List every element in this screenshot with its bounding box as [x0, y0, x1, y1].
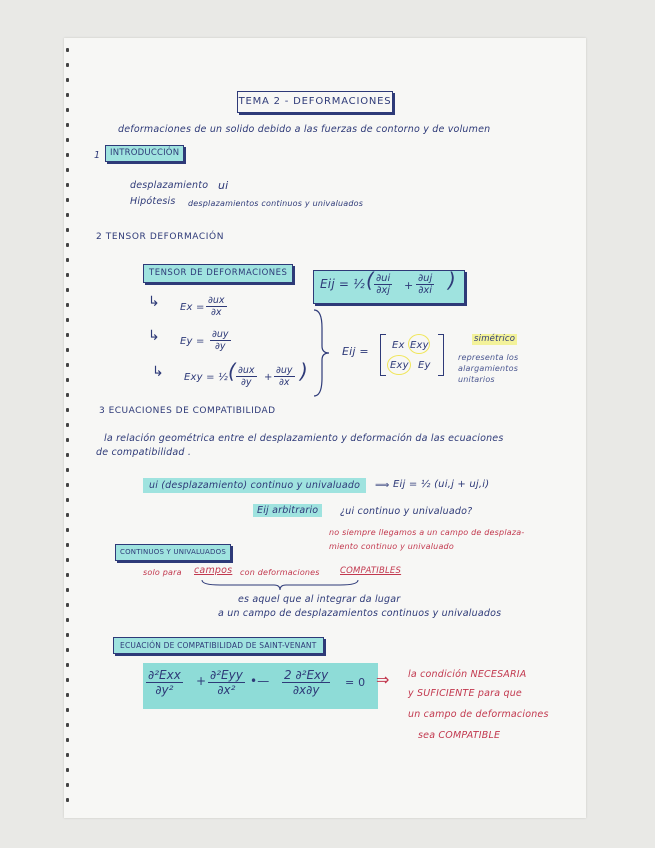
binding-hole	[66, 528, 69, 532]
paren-open: (	[228, 359, 237, 383]
desplazamiento-symbol: ui	[218, 179, 229, 192]
condition-line2: y SUFICIENTE para que	[408, 688, 522, 699]
binding-hole	[66, 753, 69, 757]
binding-hole	[66, 513, 69, 517]
binding-hole	[66, 633, 69, 637]
arrow-icon: ↳	[152, 364, 164, 380]
tensor-box-label: TENSOR DE DEFORMACIONES	[143, 264, 293, 283]
eq-plus: +	[196, 674, 207, 688]
binding-hole	[66, 603, 69, 607]
binding-hole	[66, 198, 69, 202]
binding-hole	[66, 438, 69, 442]
implies-arrow-icon: ⇒	[376, 670, 390, 689]
binding-hole	[66, 648, 69, 652]
binding-hole	[66, 153, 69, 157]
matrix-bracket-left	[380, 334, 386, 376]
saint-venant-box: ECUACIÓN DE COMPATIBILIDAD DE SAINT-VENANT	[113, 637, 324, 654]
binding-hole	[66, 678, 69, 682]
eq-frac2: ∂²Eyy ∂x²	[210, 668, 243, 697]
binding-hole	[66, 573, 69, 577]
intro-line: deformaciones de un solido debido a las fuerzas de contorno y de volumen	[118, 124, 491, 135]
paren-close: )	[300, 359, 309, 383]
arrow-icon: ↳	[148, 328, 160, 344]
binding-hole	[66, 138, 69, 142]
solo-para-label: solo para	[143, 568, 182, 577]
binding-hole	[66, 738, 69, 742]
eij-def-frac2: $\frac{\partial uj}{\partial xi}$	[418, 273, 433, 296]
red-note-line2: miento continuo y univaluado	[329, 542, 454, 551]
page-title: TEMA 2 - DEFORMACIONES	[237, 91, 393, 113]
binding-hole	[66, 423, 69, 427]
binding-hole	[66, 468, 69, 472]
binding-hole	[66, 393, 69, 397]
curly-brace-icon	[312, 308, 332, 398]
section1-heading: INTRODUCCIÓN	[105, 145, 184, 162]
binding-hole	[66, 108, 69, 112]
ex-lhs: Ex =	[180, 302, 205, 313]
binding-hole	[66, 618, 69, 622]
binding-hole	[66, 93, 69, 97]
exy-frac2: $\frac{\partial uy}{\partial x}$	[276, 365, 293, 388]
campos-word: campos	[194, 565, 233, 576]
binding-hole	[66, 213, 69, 217]
binding-hole	[66, 333, 69, 337]
binding-hole	[66, 663, 69, 667]
binding-hole	[66, 63, 69, 67]
matrix-cell-11: Ex	[392, 340, 405, 351]
binding-hole	[66, 498, 69, 502]
binding-hole	[66, 708, 69, 712]
exy-lhs: Exy = ½	[184, 372, 228, 383]
paren-close: )	[448, 268, 457, 292]
strain-relation: Eij = ½ (ui,j + uj,i)	[393, 479, 490, 490]
continuos-box: CONTINUOS Y UNIVALUADOS	[115, 544, 231, 561]
binding-hole	[66, 318, 69, 322]
es-aquel-line1: es aquel que al integrar da lugar	[238, 594, 401, 605]
matrix-cell-12: Exy	[410, 340, 429, 351]
binding-hole	[66, 78, 69, 82]
hipotesis-text: desplazamientos continuos y univaluados	[188, 199, 364, 208]
ey-lhs: Ey =	[180, 336, 205, 347]
condition-line4: sea COMPATIBLE	[418, 730, 501, 741]
binding-hole	[66, 798, 69, 802]
eq-minus: •—	[250, 674, 270, 688]
condition-line1: la condición NECESARIA	[408, 669, 527, 680]
binding-hole	[66, 183, 69, 187]
binding-hole	[66, 483, 69, 487]
binding-hole	[66, 723, 69, 727]
section2-heading: 2 TENSOR DEFORMACIÓN	[96, 232, 225, 242]
binding-hole	[66, 408, 69, 412]
binding-hole	[66, 783, 69, 787]
diagonal-note: representa los alargamientos unitarios	[458, 353, 519, 384]
binding-hole	[66, 558, 69, 562]
compatibles-word: COMPATIBLES	[340, 566, 402, 576]
hipotesis-label: Hipótesis	[130, 196, 176, 207]
section3-heading: 3 ECUACIONES DE COMPATIBILIDAD	[99, 406, 276, 416]
plus-sign: +	[264, 372, 273, 383]
section3-paragraph-line1: la relación geométrica entre el desplazamiento y deformación da las ecuaciones	[104, 433, 504, 444]
desplazamiento-label: desplazamiento	[130, 180, 209, 191]
binding-hole	[66, 588, 69, 592]
binding-hole	[66, 693, 69, 697]
con-deformaciones: con deformaciones	[240, 568, 320, 577]
ey-frac: $\frac{\partial uy}{\partial y}$	[212, 329, 229, 352]
paren-open: (	[366, 268, 375, 292]
condition-line3: un campo de deformaciones	[408, 709, 549, 720]
es-aquel-line2: a un campo de desplazamientos continuos y univaluados	[218, 608, 502, 619]
red-note-line1: no siempre llegamos a un campo de desplaza-	[329, 528, 525, 537]
eij-def-lhs: Eij = ½	[320, 277, 365, 291]
matrix-cell-22: Ey	[418, 360, 431, 371]
question-text: ¿ui continuo y univaluado?	[340, 506, 473, 517]
arbitrario-label: Eij arbitrario	[253, 504, 322, 517]
binding-hole	[66, 243, 69, 247]
binding-hole	[66, 258, 69, 262]
eq-frac1: ∂²Exx ∂y²	[148, 668, 181, 697]
binding-hole	[66, 48, 69, 52]
eq-frac3: 2 ∂²Exy ∂x∂y	[284, 668, 329, 697]
binding-hole	[66, 273, 69, 277]
binding-hole	[66, 453, 69, 457]
arrow-icon: ↳	[148, 294, 160, 310]
highlighted-condition: ui (desplazamiento) continuo y univaluado	[143, 478, 366, 493]
ex-frac: $\frac{\partial ux}{\partial x}$	[208, 295, 225, 318]
binding-hole	[66, 543, 69, 547]
binding-hole	[66, 348, 69, 352]
exy-frac1: $\frac{\partial ux}{\partial y}$	[238, 365, 255, 388]
section1-number: 1	[94, 150, 101, 161]
binding-hole	[66, 363, 69, 367]
simetrico-label: simétrico	[474, 334, 516, 344]
binding-hole	[66, 288, 69, 292]
eq-rhs: = 0	[345, 676, 366, 689]
binding-hole	[66, 303, 69, 307]
binding-hole	[66, 378, 69, 382]
binding-hole	[66, 168, 69, 172]
matrix-cell-21: Exy	[390, 360, 409, 371]
eij-def-frac1: $\frac{\partial ui}{\partial xj}$	[376, 273, 391, 296]
section3-paragraph-line2: de compatibilidad .	[96, 447, 192, 458]
binding-hole	[66, 228, 69, 232]
binding-hole	[66, 123, 69, 127]
arrow-icon: ⟹	[375, 480, 390, 491]
underbrace-icon	[200, 578, 360, 592]
matrix-lhs: Eij =	[342, 345, 369, 358]
plus-sign: +	[404, 279, 414, 292]
binding-hole	[66, 768, 69, 772]
matrix-bracket-right	[438, 334, 444, 376]
